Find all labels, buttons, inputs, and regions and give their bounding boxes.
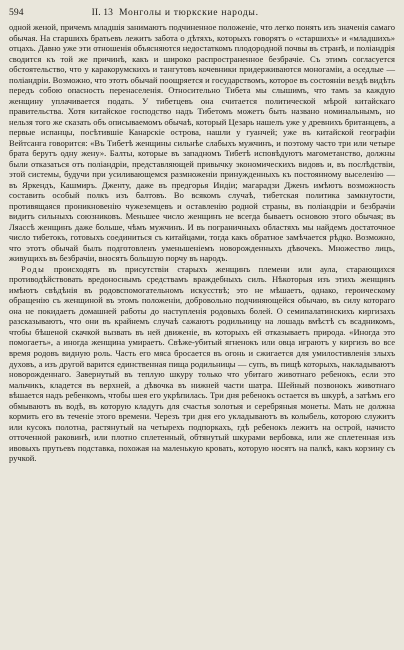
paragraph-text: происходятъ въ присутствіи старыхъ женщинъ племени или аула, старающихся противодѣйствовать вредоноснымъ средствамъ враждебныхъ силъ. Нѣкоторыя изъ этихъ женщинъ имѣютъ свѣдѣнія въ родовспомогательномъ искусствѣ; это не мѣшаетъ, однако, героическому обращенію съ женщиной въ этомъ положеніи, добровольно подчиняющейся обычаю, въ силу котораго она не покидаетъ домашней работы до наступленія родовыхъ болей. О семипалатинскихъ киргизахъ разсказываютъ, что они въ крайнемъ случаѣ сажаютъ родильницу на лошадь вмѣстѣ съ всадникомъ, чтобы бѣшеной скачкой вызвать въ ней движеніе, въ которыхъ ей отказываетъ природа. «Иногда это помогаетъ», а иногда женщина умираетъ. Свѣже-убитый ягненокъ или овца играютъ у киргизъ во все время родовъ видную роль. Часть его мяса бросается въ огонь и сжигается для умилостивленія злыхъ духовъ, а изъ другой варится единственная пища родильницы — супъ, въ пищѣ которыхъ, накладываютъ новорожденнаго. Завернутый въ теплую шкуру только что убитаго животнаго ребенокъ, если это мальчикъ, кладется въ верхней, а дѣвочка въ нижней части шатра. Шейный позвонокъ животнаго вѣшается надъ ребенкомъ, чтобы шея его укрѣпилась. Три дня ребенокъ остается въ шкурѣ, а затѣмъ его обмываютъ въ водѣ, въ которую кладутъ для счастья золотыя и серебряныя монеты. Мать не должна кормить его въ теченіе этого времени. Черезъ три дня его укладываютъ въ колыбель, которою служитъ или кусокъ полотна, растянутый на четырехъ подпоркахъ, гдѣ ребенокъ лежитъ на острой, начисто отточенной раковинѣ, или плотно сплетенный, обтянутый шкурами вербовка, или же сплетенная изъ ивовыхъ прутьевъ подставка, похожая на маленькую кровать, которую носятъ на палкѣ, какъ корзину съ ручкой.	[9, 263, 395, 464]
paragraph-birth	[9, 264, 395, 464]
body-text	[9, 22, 395, 464]
page-number: 594	[9, 7, 24, 18]
paragraph-text: одной женой, причемъ младшія занимаютъ подчиненное положеніе, что легко понять изъ значенія самаго обычая. На старшихъ братьевъ лежитъ забота о дѣтяхъ, которыхъ говорятъ о «старшихъ» и «младшихъ» отцахъ. Давно уже эти отношенія объясняются недостаткомъ плодородной почвы въ странѣ, и поліандрія сводится къ той же причинѣ, какъ и широко распространенное безбрачіе. Съ этимъ согласуется обстоятельство, что у каракорумскихъ и тангутовъ кочевники придерживаются моногаміи, а оседлые — поліандріи. Возможно, что этотъ обычай поощряется и государствомъ, которое въ состояніи вездѣ видѣть передъ собою опасность перенаселенія. Относительно Тибета мы слышимъ, что тамъ за каждую женщину уплачивается подать. У тибетцевъ она считается политической мѣрой китайскаго правительства. Хотя китайское господство надъ Тибетомъ можетъ быть названо номинальнымъ, но нельзя того же сказать объ описываемомъ обычаѣ, который Цезарь нашелъ уже у древнихъ британцевъ, а первые испанцы, посѣтившіе Канарскіе острова, нашли у гуанчей; уже въ китайской географіи Вейтсанга говорится: «Въ Тибетѣ женщины сильнѣе слабыхъ мужчинъ, и поэтому часто три или четыре брата берутъ одну жену». Балты, которые въ западномъ Тибетѣ исповѣдуютъ магометанство, должны были отказаться отъ поліандріи, представляющей привычку экономическихъ видовъ и, въ послѣдствіи, этой системы, будучи при усиливающемся размноженіи принужденныхъ къ постоянному выселенію — въ Яркендъ, Кашмиръ. Дженту, даже въ предгорья Индіи; магарадзи Дженъ имѣютъ возможность составить особый полкъ изъ балтовъ. Во всякомъ случаѣ, тибетская политика замкнутости, противящаяся проникновенію чужеземцевъ и оставленію родной страны, въ поліандріи и безбрачіи видитъ сильныхъ союзниковъ. Меньшее число женщинъ не всегда бываетъ основою этого обычая; въ Ляассѣ женщинъ даже больше, чѣмъ мужчинъ. И въ пограничныхъ областяхъ мы найдемъ достаточное число тибетокъ, готовыхъ соединиться съ китайцами, тогда какъ обратное замѣчается рѣдко. Возможно, что этотъ обычай былъ подготовленъ уменьшеніемъ новорожденныхъ дѣвочекъ. Множество лицъ, живущихъ въ безбрачіи, вносятъ большую порчу въ народъ.	[9, 22, 395, 264]
section-mark: II. 13	[91, 7, 113, 18]
paragraph-lead-word: Роды	[21, 263, 46, 274]
running-title: Монголы и тюркские народы.	[119, 7, 259, 18]
running-header	[9, 7, 395, 20]
paragraph-marriage	[9, 22, 395, 264]
